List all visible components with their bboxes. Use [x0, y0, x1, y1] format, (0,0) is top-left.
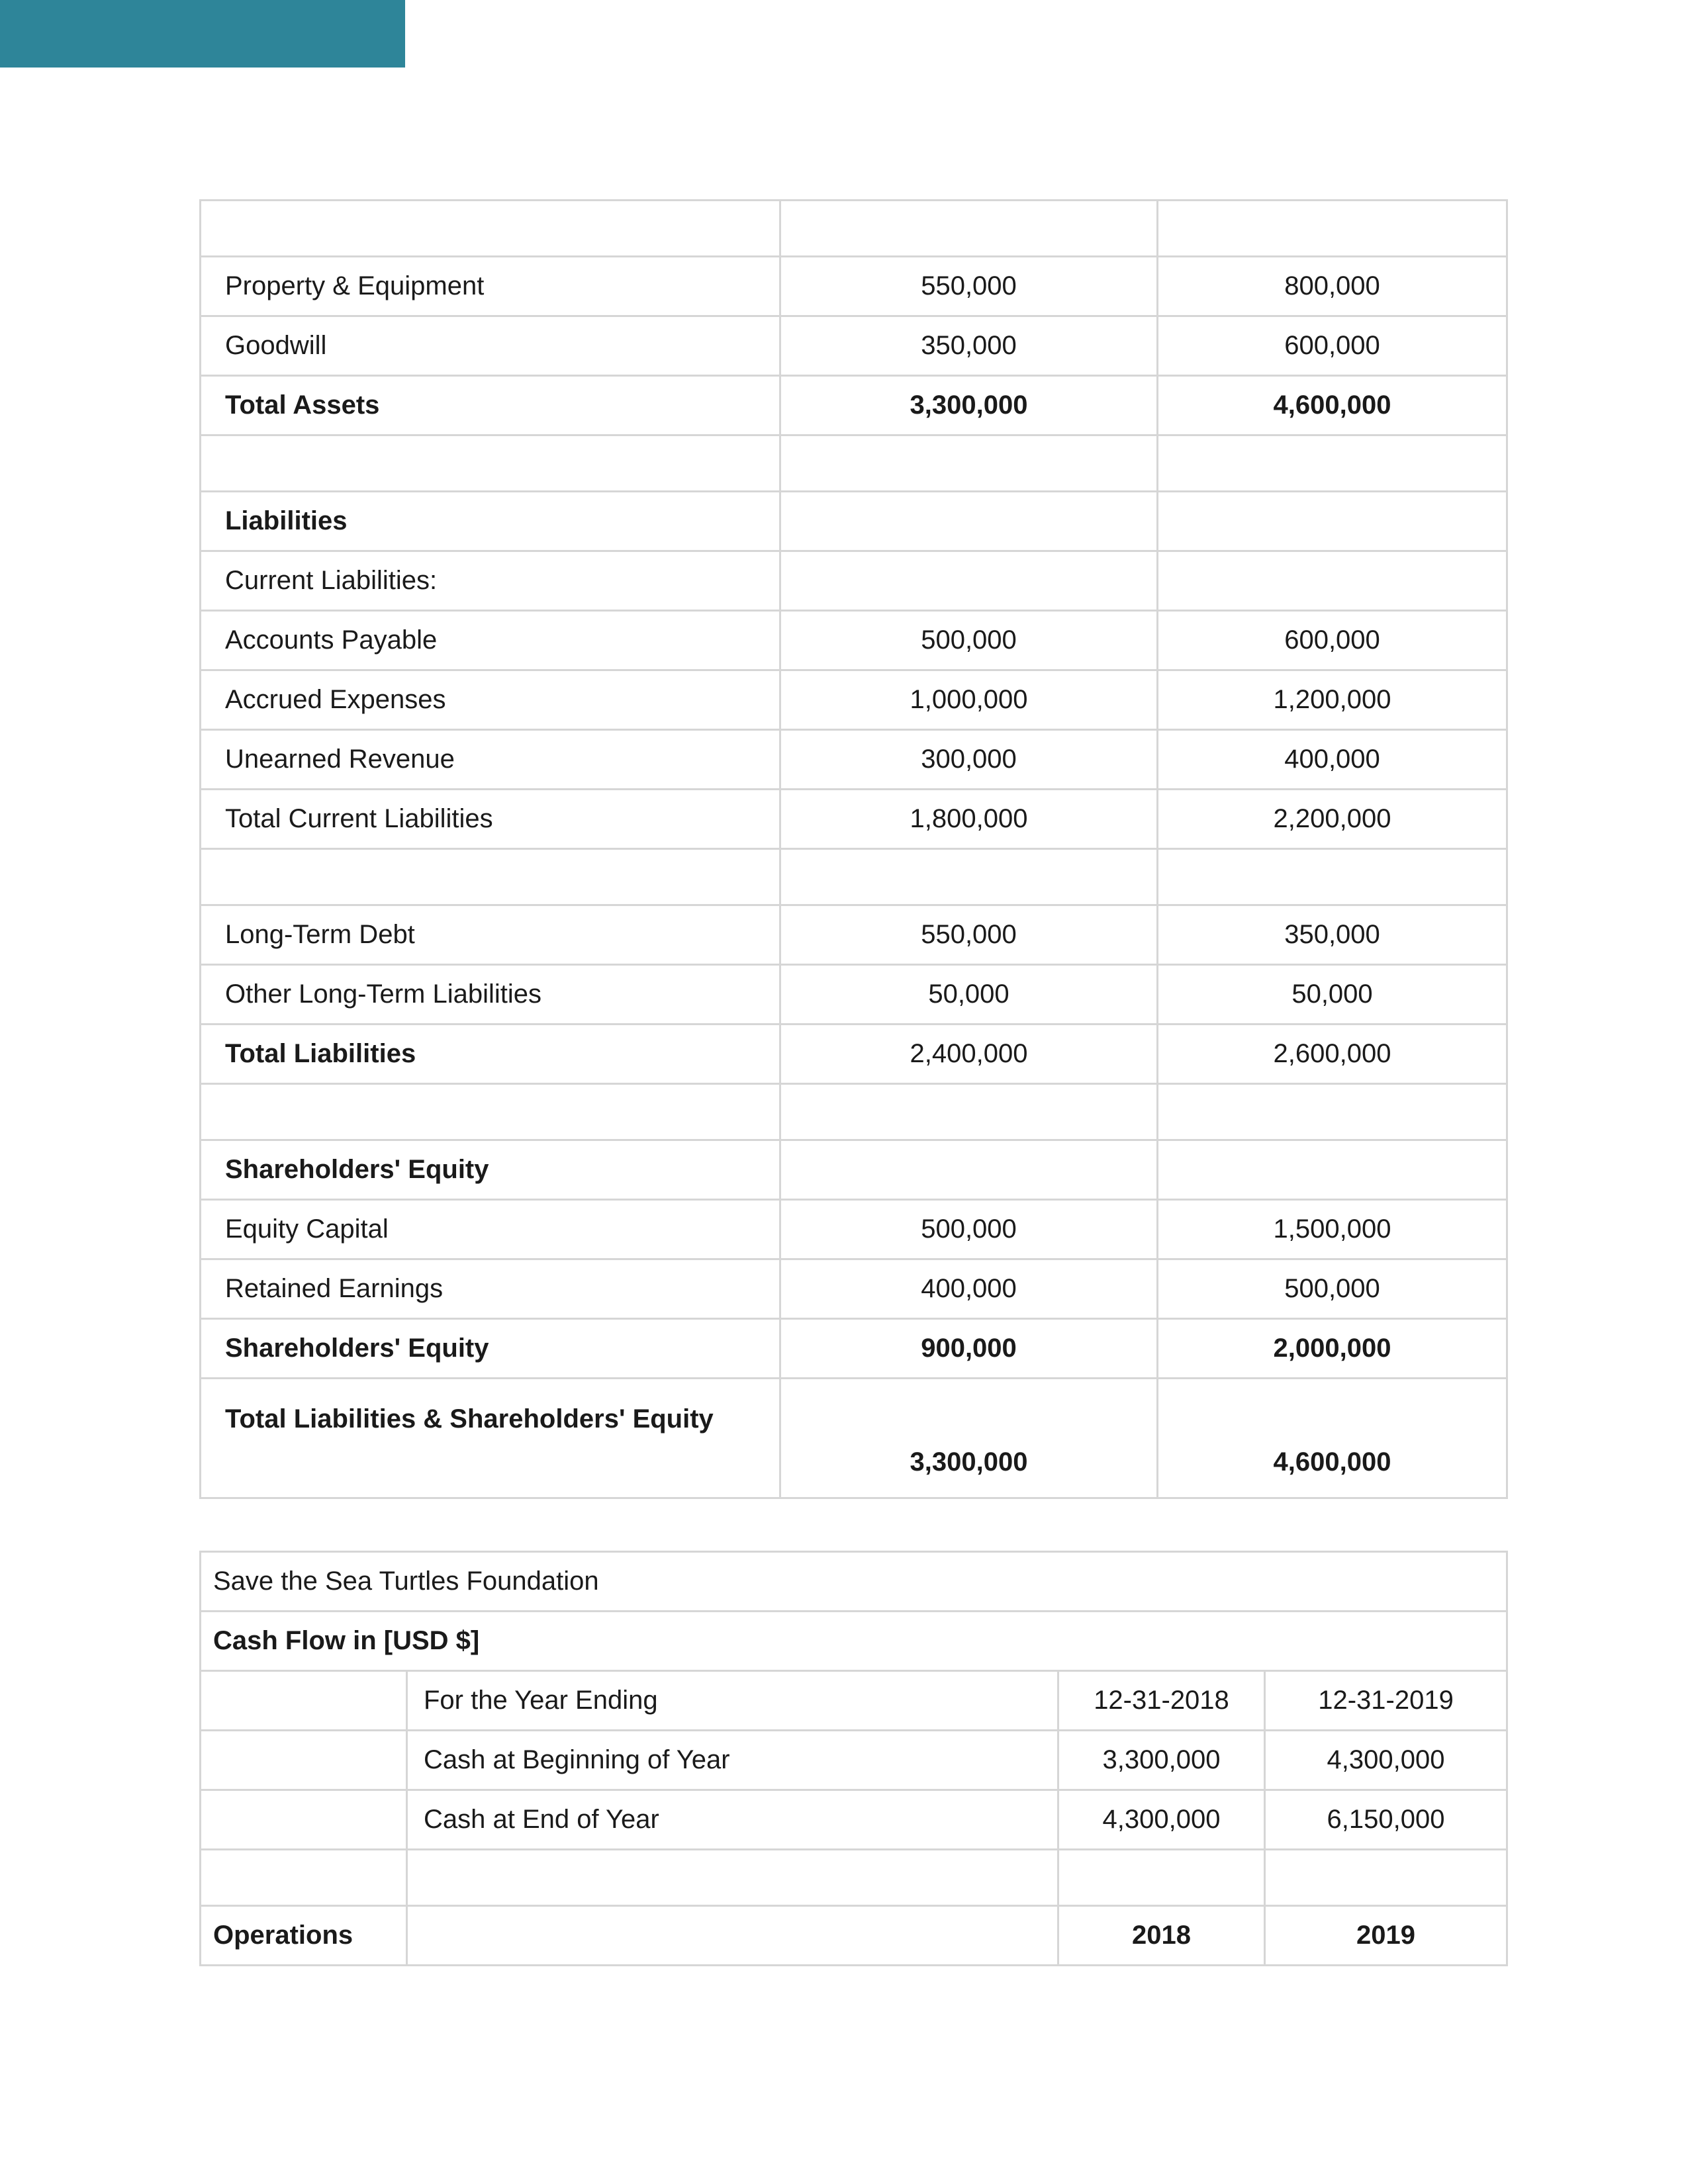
- row-label: Accounts Payable: [201, 611, 780, 670]
- table-row: [201, 376, 1507, 435]
- row-label: Accrued Expenses: [201, 670, 780, 730]
- value-2018: 1,800,000: [780, 790, 1158, 849]
- value-2019: 600,000: [1158, 611, 1507, 670]
- table-row: [201, 551, 1507, 611]
- row-label: Total Liabilities: [201, 1024, 780, 1084]
- value-2019: 1,500,000: [1158, 1200, 1507, 1259]
- table-row: [201, 790, 1507, 849]
- row-label: Unearned Revenue: [201, 730, 780, 790]
- table-row: [201, 1140, 1507, 1200]
- row-label: Cash at Beginning of Year: [407, 1731, 1058, 1790]
- spacer-row: [201, 1850, 1507, 1906]
- value-2018: 3,300,000: [780, 1379, 1158, 1498]
- table-row: [201, 1200, 1507, 1259]
- value-2018: [780, 1140, 1158, 1200]
- empty-cell: [1158, 849, 1507, 905]
- value-2019: 50,000: [1158, 965, 1507, 1024]
- row-label: Shareholders' Equity: [201, 1319, 780, 1379]
- value-2018: 3,300,000: [1058, 1731, 1265, 1790]
- empty-cell: [1158, 201, 1507, 257]
- empty-cell: [407, 1906, 1058, 1966]
- value-2018: 500,000: [780, 611, 1158, 670]
- empty-cell: [780, 849, 1158, 905]
- value-2019: 350,000: [1158, 905, 1507, 965]
- value-2019: 4,300,000: [1265, 1731, 1507, 1790]
- empty-cell: [201, 1084, 780, 1140]
- empty-cell: [201, 1850, 407, 1906]
- table-row: [201, 905, 1507, 965]
- row-label: Cash at End of Year: [407, 1790, 1058, 1850]
- row-label: Other Long-Term Liabilities: [201, 965, 780, 1024]
- empty-cell: [1158, 435, 1507, 492]
- table-row: [201, 611, 1507, 670]
- row-label: Total Liabilities & Shareholders' Equity: [201, 1379, 780, 1498]
- table-row: [201, 1379, 1507, 1498]
- empty-cell: [201, 201, 780, 257]
- balance-sheet-table: [199, 199, 1508, 1499]
- empty-cell: [201, 1731, 407, 1790]
- header-accent-bar: [0, 0, 405, 68]
- value-2018: 3,300,000: [780, 376, 1158, 435]
- operations-label: Operations: [201, 1906, 407, 1966]
- value-2018: 550,000: [780, 905, 1158, 965]
- cash-flow-title: Cash Flow in [USD $]: [201, 1612, 1507, 1671]
- value-2019: 6,150,000: [1265, 1790, 1507, 1850]
- year-ending-2018: 12-31-2018: [1058, 1671, 1265, 1731]
- empty-cell: [1058, 1850, 1265, 1906]
- table-row: [201, 492, 1507, 551]
- table-row: [201, 965, 1507, 1024]
- row-label: Long-Term Debt: [201, 905, 780, 965]
- value-2019: 2,200,000: [1158, 790, 1507, 849]
- value-2019: 600,000: [1158, 316, 1507, 376]
- empty-cell: [201, 849, 780, 905]
- empty-cell: [1158, 1084, 1507, 1140]
- empty-cell: [1265, 1850, 1507, 1906]
- row-label: Goodwill: [201, 316, 780, 376]
- row-label: Total Current Liabilities: [201, 790, 780, 849]
- table-row: [201, 670, 1507, 730]
- spacer-row: [201, 1084, 1507, 1140]
- row-label: Shareholders' Equity: [201, 1140, 780, 1200]
- value-2019: 400,000: [1158, 730, 1507, 790]
- table-row: [201, 730, 1507, 790]
- table-row: [201, 1024, 1507, 1084]
- spacer-row: [201, 435, 1507, 492]
- value-2019: 800,000: [1158, 257, 1507, 316]
- row-label: Retained Earnings: [201, 1259, 780, 1319]
- column-2018: 2018: [1058, 1906, 1265, 1966]
- table-row: [201, 1790, 1507, 1850]
- row-label: Property & Equipment: [201, 257, 780, 316]
- value-2018: 4,300,000: [1058, 1790, 1265, 1850]
- empty-cell: [780, 201, 1158, 257]
- year-ending-row: [201, 1671, 1507, 1731]
- operations-row: [201, 1906, 1507, 1966]
- value-2019: [1158, 551, 1507, 611]
- value-2018: 300,000: [780, 730, 1158, 790]
- value-2018: [780, 492, 1158, 551]
- spacer-row: [201, 201, 1507, 257]
- value-2019: [1158, 492, 1507, 551]
- cash-flow-table: [199, 1551, 1508, 1966]
- year-ending-label: For the Year Ending: [407, 1671, 1058, 1731]
- empty-cell: [407, 1850, 1058, 1906]
- row-label: Liabilities: [201, 492, 780, 551]
- cash-flow-title-row: [201, 1612, 1507, 1671]
- value-2018: 1,000,000: [780, 670, 1158, 730]
- table-row: [201, 316, 1507, 376]
- org-name: Save the Sea Turtles Foundation: [201, 1552, 1507, 1612]
- empty-cell: [201, 435, 780, 492]
- value-2018: 550,000: [780, 257, 1158, 316]
- table-row: [201, 1259, 1507, 1319]
- value-2018: 350,000: [780, 316, 1158, 376]
- value-2018: 900,000: [780, 1319, 1158, 1379]
- balance-sheet-body: [201, 201, 1507, 1498]
- empty-cell: [201, 1790, 407, 1850]
- empty-cell: [780, 435, 1158, 492]
- row-label: Equity Capital: [201, 1200, 780, 1259]
- spacer-row: [201, 849, 1507, 905]
- table-row: [201, 257, 1507, 316]
- year-ending-2019: 12-31-2019: [1265, 1671, 1507, 1731]
- empty-cell: [201, 1671, 407, 1731]
- column-2019: 2019: [1265, 1906, 1507, 1966]
- value-2018: [780, 551, 1158, 611]
- empty-cell: [780, 1084, 1158, 1140]
- value-2019: 4,600,000: [1158, 1379, 1507, 1498]
- value-2018: 400,000: [780, 1259, 1158, 1319]
- value-2019: 1,200,000: [1158, 670, 1507, 730]
- value-2018: 50,000: [780, 965, 1158, 1024]
- value-2019: 4,600,000: [1158, 376, 1507, 435]
- cash-flow-org-row: [201, 1552, 1507, 1612]
- value-2018: 500,000: [780, 1200, 1158, 1259]
- value-2019: [1158, 1140, 1507, 1200]
- value-2019: 2,600,000: [1158, 1024, 1507, 1084]
- value-2018: 2,400,000: [780, 1024, 1158, 1084]
- table-row: [201, 1731, 1507, 1790]
- value-2019: 2,000,000: [1158, 1319, 1507, 1379]
- table-row: [201, 1319, 1507, 1379]
- row-label: Current Liabilities:: [201, 551, 780, 611]
- row-label: Total Assets: [201, 376, 780, 435]
- value-2019: 500,000: [1158, 1259, 1507, 1319]
